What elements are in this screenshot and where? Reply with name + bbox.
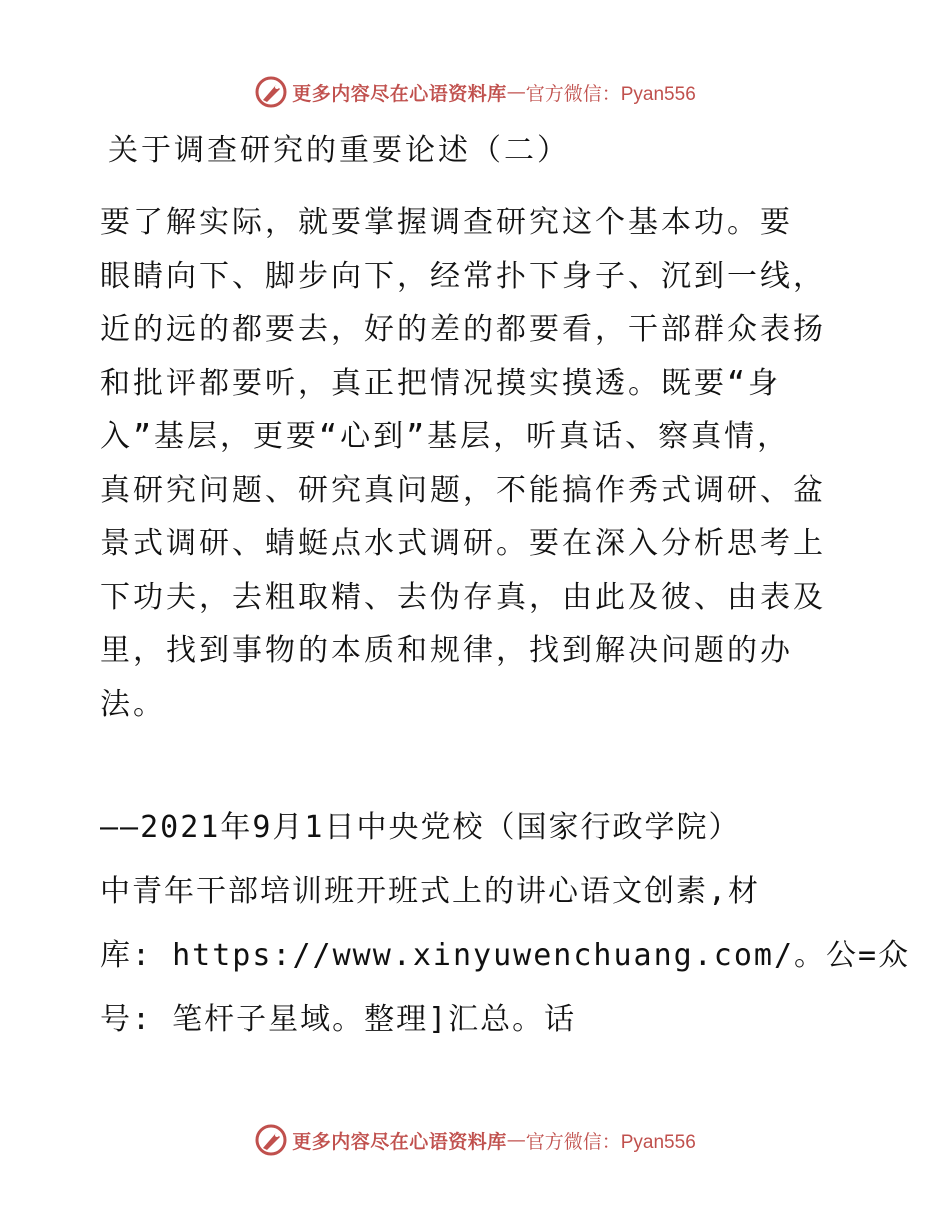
pen-nib-logo-icon bbox=[254, 75, 288, 109]
body-line: 下功夫，去粗取精、去伪存真，由此及彼、由表及 bbox=[100, 579, 826, 615]
body-line: 法。 bbox=[100, 686, 166, 722]
body-line: 要了解实际，就要掌握调查研究这个基本功。要 bbox=[100, 205, 793, 240]
body-line: 近的远的都要去，好的差的都要看，干部群众表扬 bbox=[100, 312, 826, 347]
source-line: ——2021年9月1日中央党校（国家行政学院） bbox=[100, 810, 741, 845]
banner-suffix: 官方微信：Pyan556 bbox=[525, 83, 696, 105]
banner-separator: — bbox=[506, 81, 526, 103]
body-line: 景式调研、蜻蜓点水式调研。要在深入分析思考上 bbox=[100, 526, 826, 561]
source-line: 号: 笔杆子星域。整理]汇总。话 bbox=[100, 1002, 577, 1037]
document-title: 关于调查研究的重要论述（二） bbox=[108, 133, 570, 168]
banner-suffix: 官方微信：Pyan556 bbox=[525, 1131, 696, 1153]
source-line: 库: https://www.xinyuwenchuang.com/。公=众 bbox=[100, 938, 911, 973]
banner-text: 更多内容尽在心语资料库 bbox=[292, 1130, 507, 1153]
body-line: 眼睛向下、脚步向下，经常扑下身子、沉到一线， bbox=[100, 258, 826, 294]
banner-text: 更多内容尽在心语资料库 bbox=[292, 82, 507, 105]
pen-nib-logo-icon bbox=[254, 1123, 288, 1157]
source-line: 中青年干部培训班开班式上的讲心语文创素,材 bbox=[100, 874, 761, 909]
header-banner bbox=[0, 72, 950, 112]
footer-banner bbox=[0, 1120, 950, 1160]
banner-separator: — bbox=[506, 1129, 526, 1151]
body-line: 里，找到事物的本质和规律，找到解决问题的办 bbox=[100, 633, 793, 668]
body-paragraph bbox=[100, 196, 860, 731]
source-citation bbox=[100, 796, 911, 1052]
body-line: 真研究问题、研究真问题，不能搞作秀式调研、盆 bbox=[100, 472, 826, 508]
body-line: 入”基层，更要“心到”基层，听真话、察真情， bbox=[100, 419, 791, 454]
body-line: 和批评都要听，真正把情况摸实摸透。既要“身 bbox=[100, 365, 782, 401]
